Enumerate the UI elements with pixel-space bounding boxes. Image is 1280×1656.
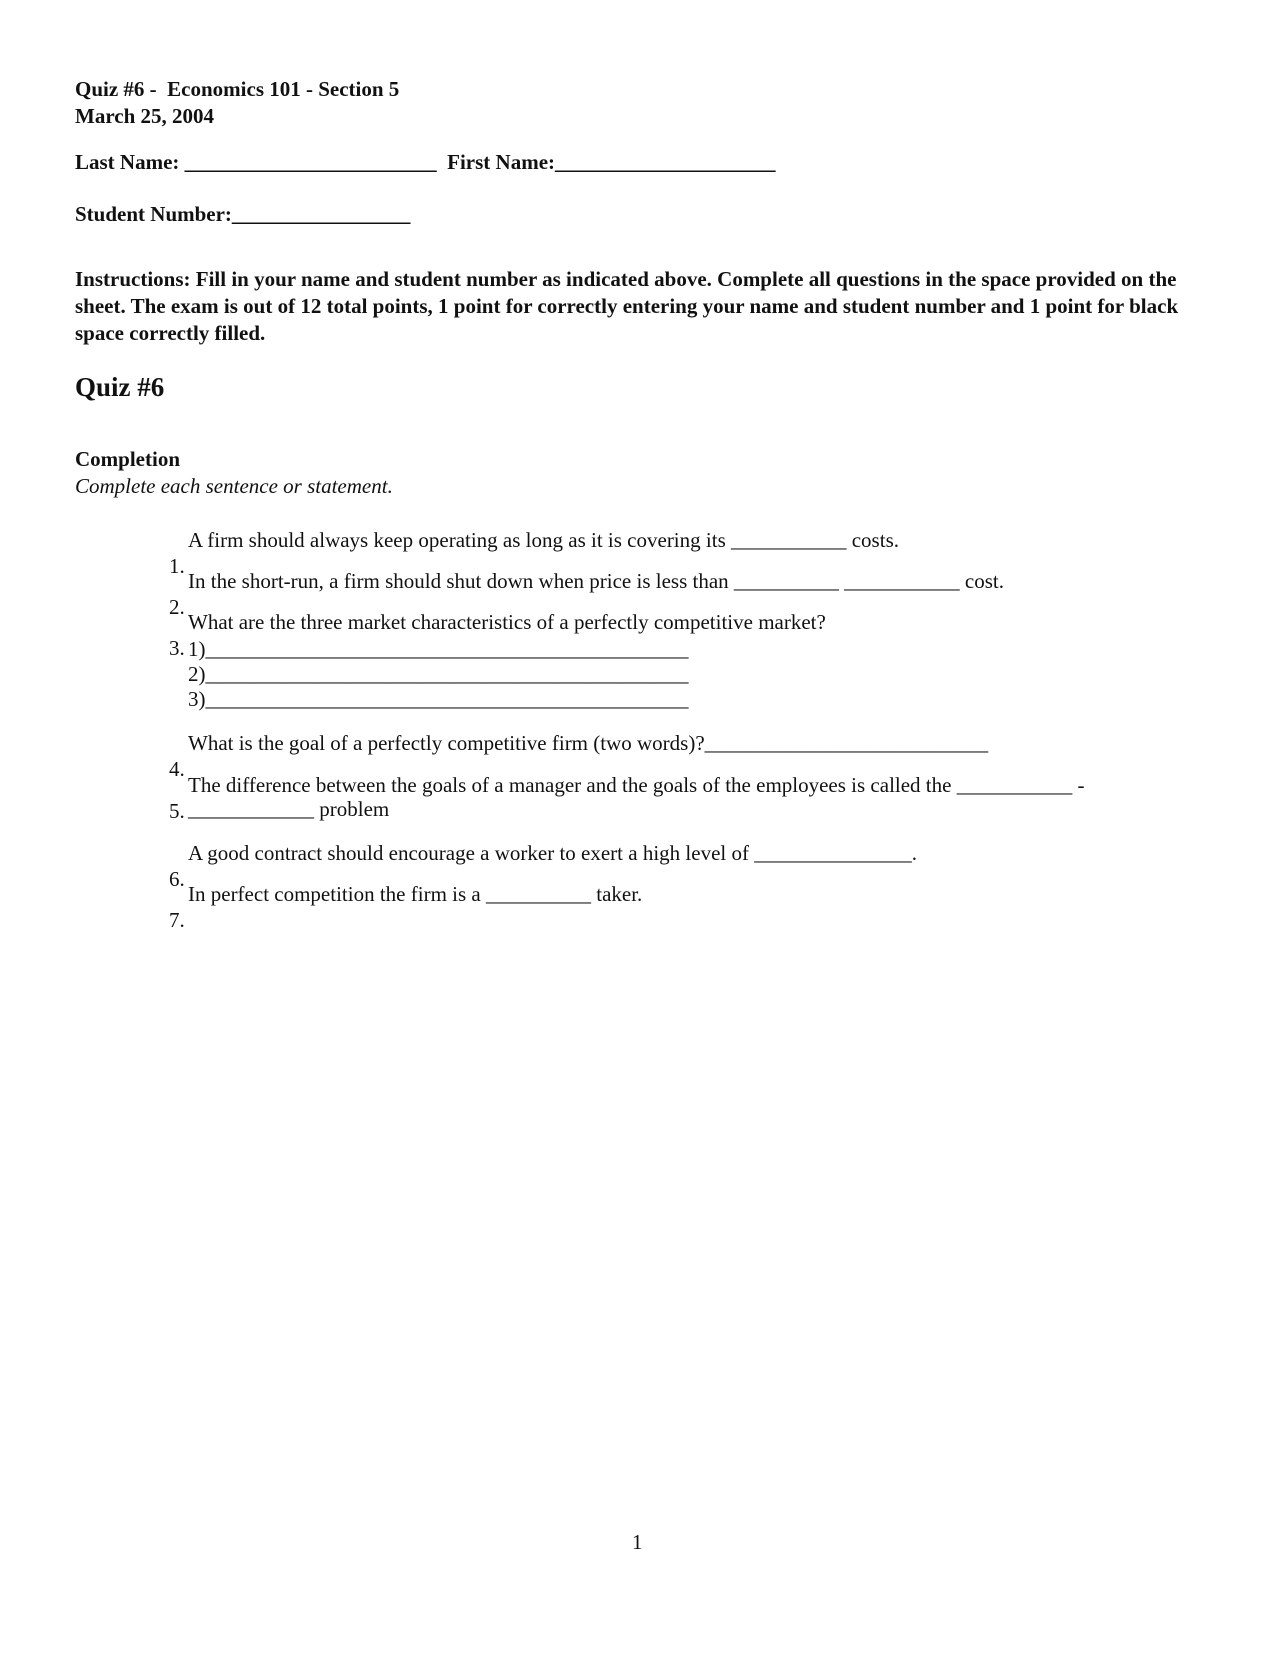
answer-line-2: 2)______________________________________________ [188,662,689,686]
question-number: 5. [169,799,185,823]
question-number: 2. [169,595,185,619]
quiz-date: March 25, 2004 [75,104,215,128]
name-fields: Last Name: ________________________ First Name:_____________________ [75,150,776,174]
question-number: 4. [169,757,185,781]
question-text: What is the goal of a perfectly competitive firm (two words)?___________________________ [188,731,989,755]
section-description: Complete each sentence or statement. [75,474,393,498]
question-number: 1. [169,554,185,578]
question-text: In perfect competition the firm is a __________ taker. [188,882,643,906]
question-number: 7. [169,908,185,932]
instructions: Instructions: Fill in your name and student number as indicated above. Complete all questions in the space provided on the sheet. The exam is out of 12 total points, 1 point for correctly entering your name and student number and 1 point for black space correctly filled. [75,267,1179,345]
answer-line-3: 3)______________________________________________ [188,687,689,711]
question-text: In the short-run, a firm should shut down when price is less than __________ ___________ cost. [188,569,1004,593]
question-text: The difference between the goals of a manager and the goals of the employees is called the ___________ - [188,773,1085,797]
question-number: 3. [169,636,185,660]
question-text: A good contract should encourage a worker to exert a high level of _______________. [188,841,917,865]
question-5-continuation: ____________ problem [188,797,390,821]
question-number: 6. [169,867,185,891]
answer-line-1: 1)______________________________________________ [188,637,689,661]
quiz-title-line: Quiz #6 - Economics 101 - Section 5 [75,77,400,101]
question-7 [148,881,643,985]
question-text: A firm should always keep operating as long as it is covering its ___________ costs. [188,528,899,552]
quiz-header [75,76,399,130]
page-number: 1 [632,1530,643,1554]
student-number-field: Student Number:_________________ [75,202,411,226]
section-subtitle: Completion [75,447,180,471]
question-text: What are the three market characteristics of a perfectly competitive market? [188,610,826,634]
section-title: Quiz #6 [75,372,165,402]
